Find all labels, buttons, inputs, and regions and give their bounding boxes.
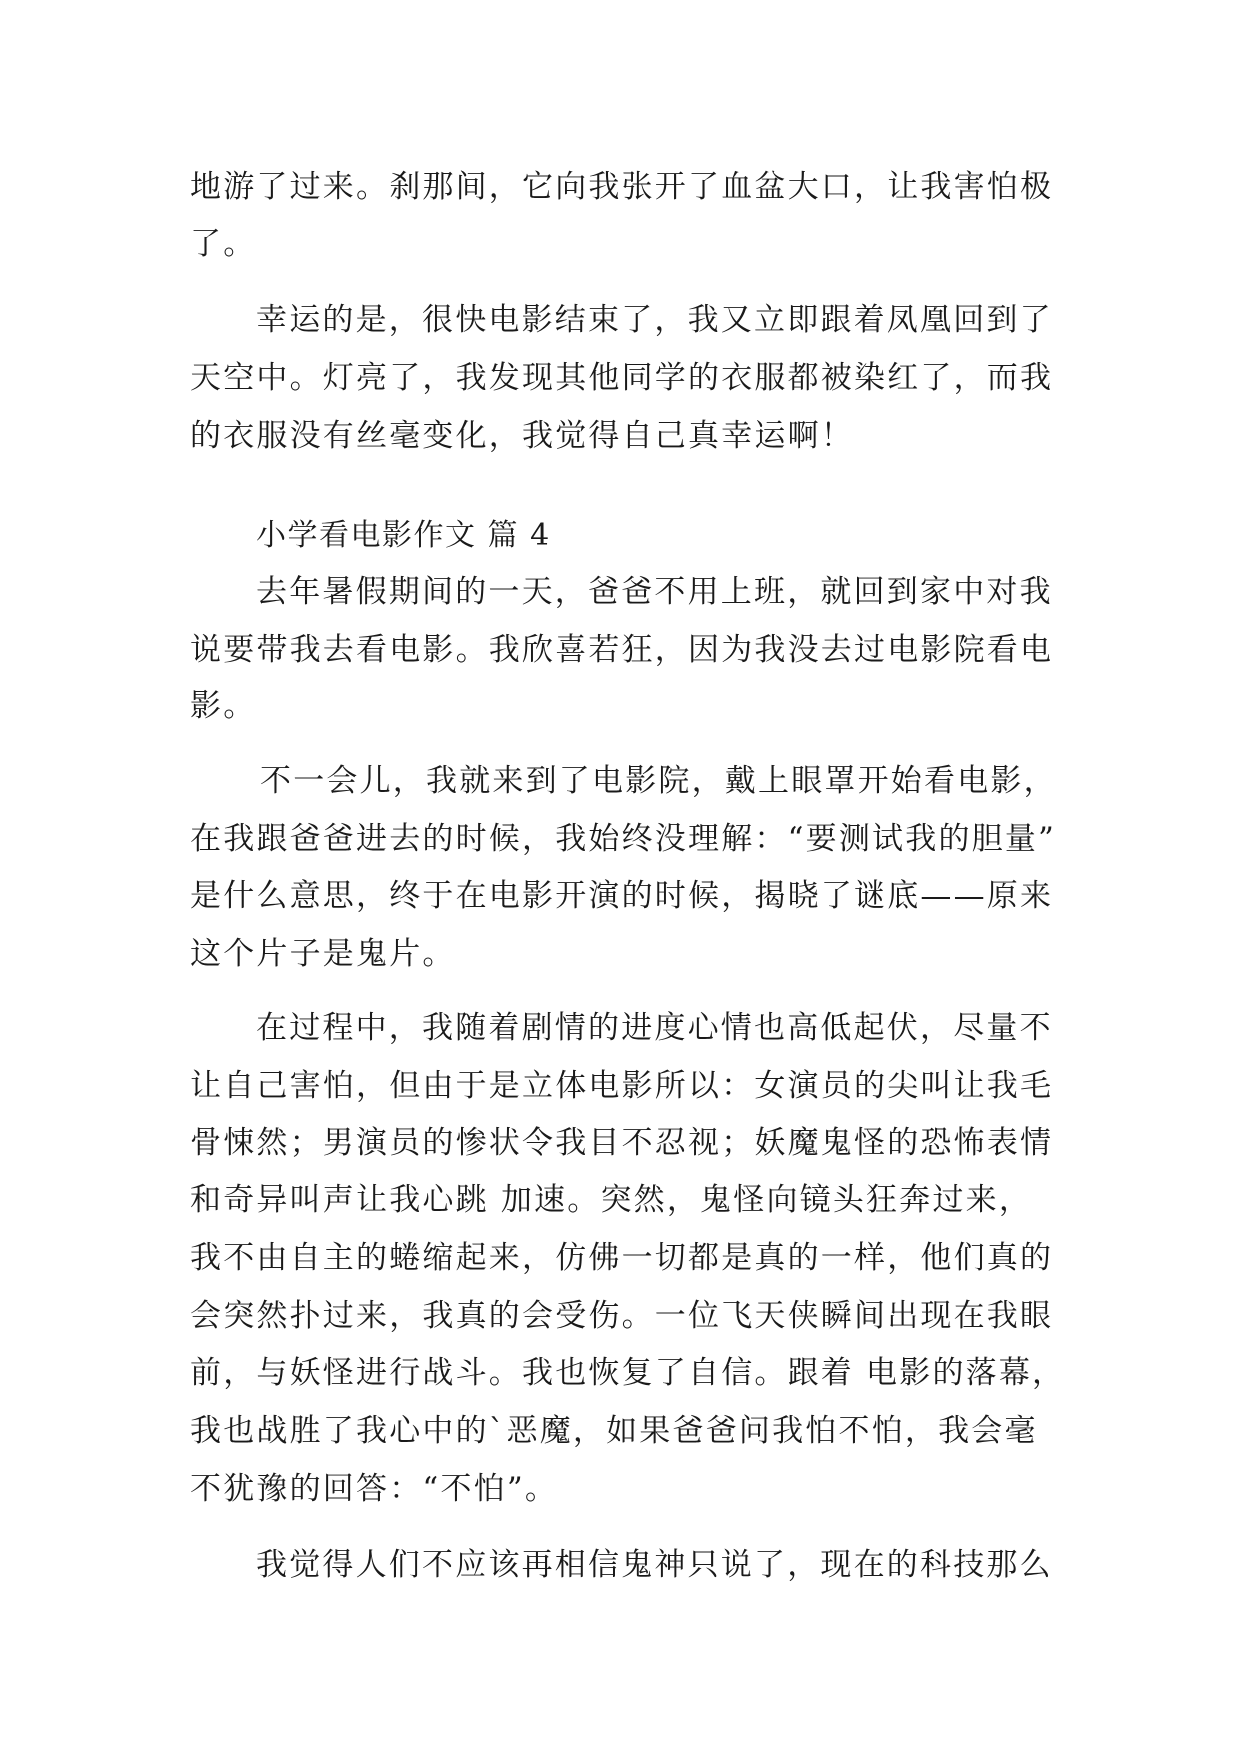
text-line: 了。: [190, 226, 257, 262]
text-line: 我不由自主的蜷缩起来，仿佛一切都是真的一样，他们真的: [190, 1240, 1054, 1276]
text-line: 在我跟爸爸进去的时候，我始终没理解：“要测试我的胆量”: [190, 821, 1057, 857]
text-line: 和奇异叫声让我心跳 加速。突然，鬼怪向镜头狂奔过来，: [190, 1182, 1033, 1218]
text-line: 的衣服没有丝毫变化，我觉得自己真幸运啊！: [190, 418, 854, 454]
text-line: 影。: [190, 688, 257, 724]
section-title: 小学看电影作文 篇 4: [256, 518, 551, 553]
text-line: 骨悚然；男演员的惨状令我目不忍视；妖魔鬼怪的恐怖表情: [190, 1125, 1054, 1161]
paragraph-first-line: 幸运的是，很快电影结束了，我又立即跟着凤凰回到了: [256, 302, 1053, 338]
text-line: 天空中。灯亮了，我发现其他同学的衣服都被染红了，而我: [190, 360, 1054, 396]
paragraph-first-line: 不一会儿，我就来到了电影院，戴上眼罩开始看电影，: [260, 763, 1057, 799]
text-line: 地游了过来。刹那间，它向我张开了血盆大口，让我害怕极: [190, 169, 1054, 205]
text-line: 会突然扑过来，我真的会受伤。一位飞天侠瞬间出现在我眼: [190, 1298, 1054, 1334]
text-line: 前，与妖怪进行战斗。我也恢复了自信。跟着 电影的落幕，: [190, 1355, 1066, 1391]
text-line: 是什么意思，终于在电影开演的时候，揭晓了谜底——原来: [190, 878, 1054, 914]
text-line: 让自己害怕，但由于是立体电影所以：女演员的尖叫让我毛: [190, 1068, 1054, 1104]
paragraph-first-line: 去年暑假期间的一天，爸爸不用上班，就回到家中对我: [256, 574, 1053, 610]
text-line: 这个片子是鬼片。: [190, 936, 456, 972]
paragraph-first-line: 我觉得人们不应该再相信鬼神只说了，现在的科技那么: [256, 1547, 1053, 1583]
paragraph-first-line: 在过程中，我随着剧情的进度心情也高低起伏，尽量不: [256, 1010, 1053, 1046]
text-line: 说要带我去看电影。我欣喜若狂，因为我没去过电影院看电: [190, 632, 1054, 668]
text-line: 不犹豫的回答：“不怕”。: [190, 1471, 559, 1507]
text-line: 我也战胜了我心中的`恶魔，如果爸爸问我怕不怕，我会毫: [190, 1413, 1038, 1449]
